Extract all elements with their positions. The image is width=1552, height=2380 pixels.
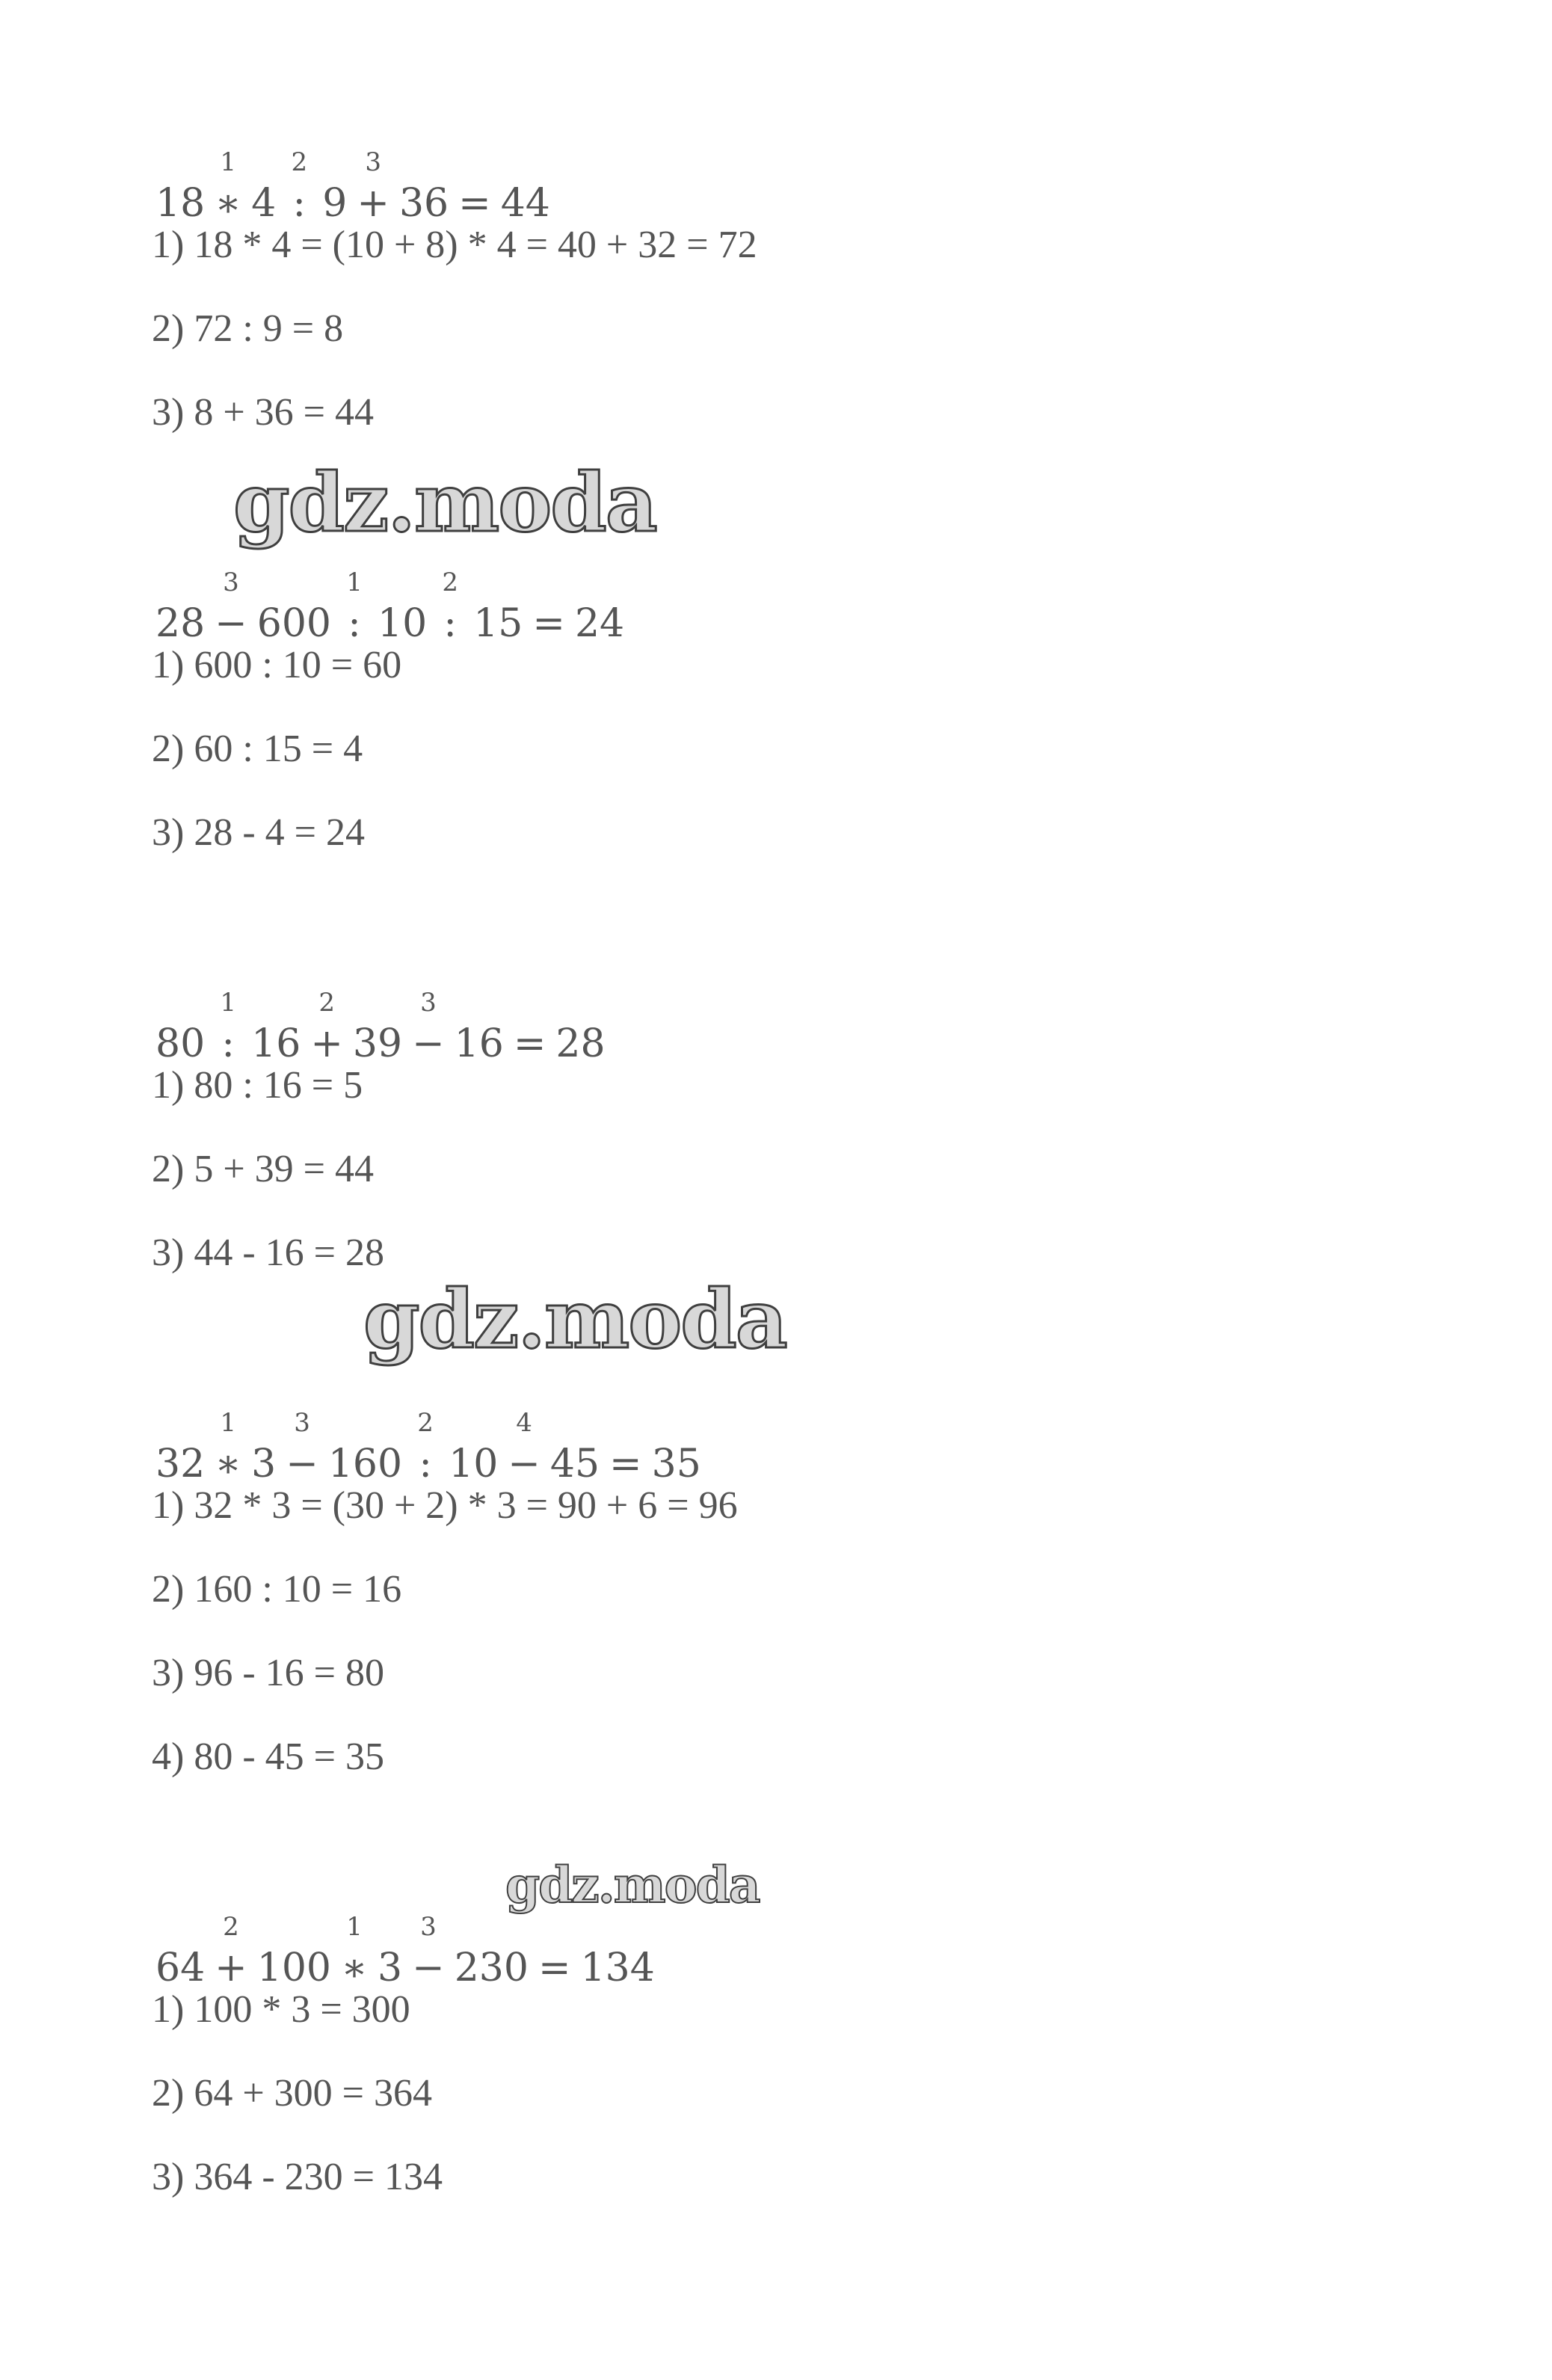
expression-number: 15 [473, 601, 523, 646]
operation-order-mark: 3 [420, 1912, 437, 1942]
expression [152, 549, 1273, 646]
expression-number: 18 [155, 181, 206, 226]
solution-step: 3) 28 - 4 = 24 [152, 811, 365, 854]
expression-operator: = [538, 1946, 571, 1990]
expression-operator: − 3 [286, 1408, 318, 1486]
operation-order-mark: 1 [346, 568, 363, 597]
expression-number: 36 [398, 181, 449, 226]
solution-step: 2) 60 : 15 = 4 [152, 728, 363, 770]
solution-step: 1) 80 : 16 = 5 [152, 1064, 363, 1107]
expression-number: 100 [256, 1946, 332, 1990]
operation-order-mark: 2 [318, 988, 335, 1018]
expression-operator: ∗ 1 [215, 147, 241, 226]
solution-step: 1) 600 : 10 = 60 [152, 644, 402, 686]
operation-order-mark: 3 [365, 147, 381, 177]
solution-step: 1) 100 * 3 = 300 [152, 1988, 410, 2031]
operation-order-mark: 1 [220, 147, 236, 177]
expression-number: 64 [155, 1946, 206, 1990]
expression-operator: − 3 [412, 988, 445, 1066]
expression-operator: : 2 [286, 184, 312, 223]
expression-number: 80 [155, 1021, 206, 1066]
operation-order-mark: 3 [294, 1408, 310, 1438]
expression [152, 129, 1273, 226]
expression-number: 3 [251, 1442, 277, 1486]
expression-operator: + 2 [215, 1912, 247, 1990]
expression-number: 28 [155, 601, 206, 646]
expression-operator: : 1 [341, 604, 368, 643]
solution-step: 2) 64 + 300 = 364 [152, 2072, 432, 2115]
operation-order-mark: 3 [420, 988, 437, 1018]
problem-block [152, 969, 1273, 1314]
expression-number: 16 [251, 1021, 301, 1066]
expression-number: 230 [454, 1946, 529, 1990]
expression-number: 44 [500, 181, 550, 226]
watermark-middle: gdz.moda [363, 1273, 786, 1367]
expression-number: 600 [256, 601, 332, 646]
expression [152, 1389, 1273, 1486]
expression-operator: : 2 [437, 604, 464, 643]
expression-operator: + 3 [357, 147, 389, 226]
expression-number: 16 [454, 1021, 504, 1066]
operation-order-mark: 2 [417, 1408, 434, 1438]
operation-order-mark: 4 [516, 1408, 532, 1438]
operation-order-mark: 2 [291, 147, 308, 177]
expression-number: 9 [322, 181, 348, 226]
problem-block [152, 129, 1273, 474]
expression-operator: ∗ 1 [215, 1408, 241, 1486]
expression-number: 24 [574, 601, 625, 646]
problem-block [152, 549, 1273, 894]
solution-step: 3) 364 - 230 = 134 [152, 2156, 443, 2198]
solution-step: 3) 44 - 16 = 28 [152, 1231, 384, 1274]
expression-number: 28 [555, 1021, 606, 1066]
expression-operator: = [609, 1442, 642, 1486]
operation-order-mark: 1 [346, 1912, 363, 1942]
solution-step: 3) 96 - 16 = 80 [152, 1652, 384, 1694]
operation-order-mark: 2 [442, 568, 458, 597]
expression-operator: = [513, 1021, 546, 1066]
problem-block [152, 1893, 1273, 2239]
expression-number: 160 [327, 1442, 403, 1486]
operation-order-mark: 1 [220, 1408, 236, 1438]
expression-number: 45 [549, 1442, 600, 1486]
expression-number: 35 [651, 1442, 701, 1486]
expression-number: 39 [352, 1021, 403, 1066]
expression-operator: + 2 [310, 988, 343, 1066]
problem-block [152, 1389, 1273, 1818]
solution-step: 1) 18 * 4 = (10 + 8) * 4 = 40 + 32 = 72 [152, 224, 757, 266]
expression-operator: = [532, 601, 565, 646]
expression-number: 4 [251, 181, 277, 226]
solution-step: 4) 80 - 45 = 35 [152, 1735, 384, 1778]
expression-operator: − 3 [412, 1912, 445, 1990]
operation-order-mark: 3 [223, 568, 239, 597]
expression-number: 134 [580, 1946, 655, 1990]
expression-number: 10 [378, 601, 428, 646]
solution-step: 1) 32 * 3 = (30 + 2) * 3 = 90 + 6 = 96 [152, 1484, 738, 1527]
watermark-bottom: gdz.moda [505, 1856, 760, 1914]
expression-operator: − 3 [215, 568, 247, 646]
expression-operator: ∗ 1 [341, 1912, 368, 1990]
expression-number: 32 [155, 1442, 206, 1486]
expression-number: 10 [449, 1442, 499, 1486]
expression-operator: : 2 [412, 1445, 439, 1483]
expression-operator: : 1 [215, 1024, 241, 1063]
solution-step: 2) 72 : 9 = 8 [152, 307, 344, 350]
watermark-top: gdz.moda [233, 456, 656, 550]
operation-order-mark: 1 [220, 988, 236, 1018]
expression [152, 969, 1273, 1066]
expression-operator: − 4 [508, 1408, 541, 1486]
solution-step: 3) 8 + 36 = 44 [152, 391, 374, 434]
operation-order-mark: 2 [223, 1912, 239, 1942]
solution-step: 2) 160 : 10 = 16 [152, 1568, 402, 1611]
solution-step: 2) 5 + 39 = 44 [152, 1148, 374, 1190]
expression-number: 3 [378, 1946, 403, 1990]
expression-operator: = [458, 181, 491, 226]
